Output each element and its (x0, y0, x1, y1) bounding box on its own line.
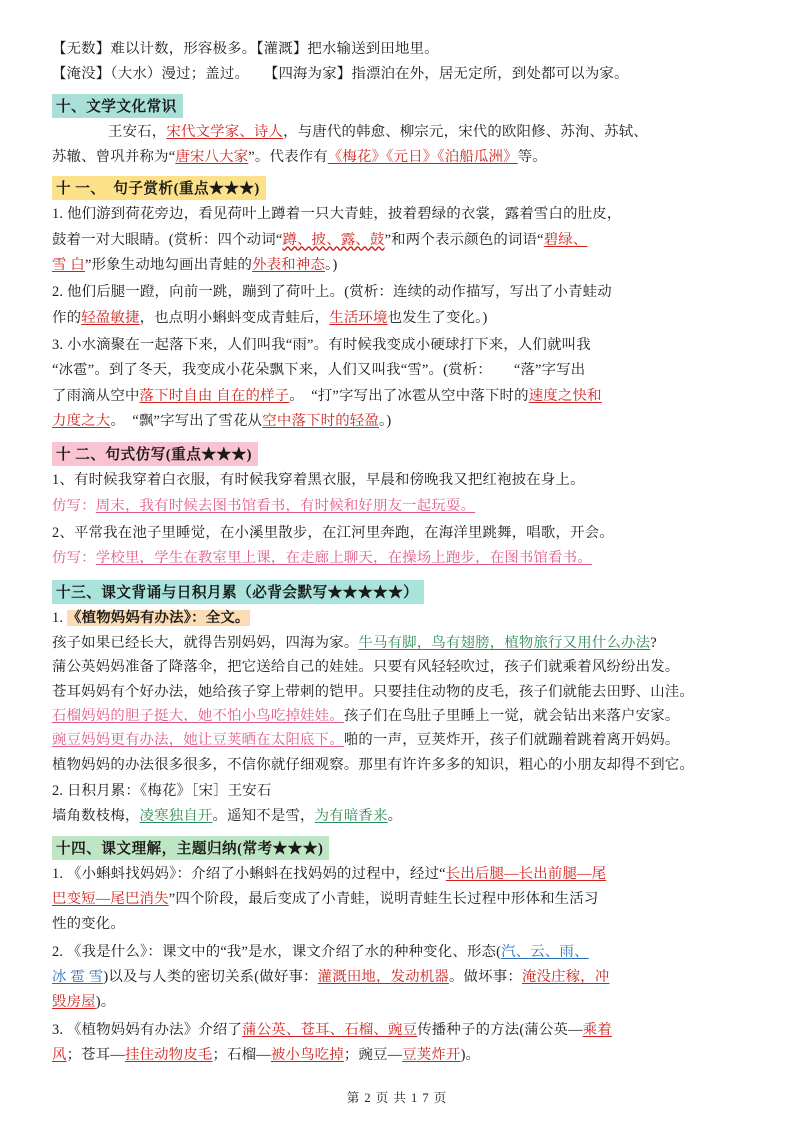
highlight-text: 唐宋八大家 (175, 148, 249, 165)
item-number: 1. (52, 865, 64, 882)
section-11-item-3 (52, 334, 742, 433)
item-number: 2. (52, 943, 64, 960)
highlight-text: 灌溉田地，发动机器 (317, 968, 449, 985)
highlight-text: 生活环境 (329, 309, 388, 326)
highlight-text: 乘着 (582, 1021, 612, 1038)
item-line (52, 941, 742, 964)
highlight-text: 《梅花》《元日》《泊船瓜洲》 (327, 148, 518, 165)
item-line (52, 991, 742, 1014)
item-number: 2、 (52, 524, 74, 541)
text: 等。 (517, 148, 547, 165)
section-10-heading: 十、文学文化常识 (52, 94, 183, 118)
text: 他们后腿一蹬，向前一跳，蹦到了荷叶上。(赏析：连续的动作描写，写出了小青蛙动 (67, 284, 612, 301)
text: ”和两个表示颜色的词语“ (384, 231, 544, 248)
item-line (52, 1044, 742, 1067)
text: ”四个阶段，最后变成了小青蛙，说明青蛙生长过程中形体和生活习 (168, 890, 599, 907)
highlight-text: 豌豆妈妈更有办法，她让豆荚晒在太阳底下。 (52, 732, 344, 749)
highlight-text: 汽、云、雨、 (501, 943, 589, 960)
text: )。 (460, 1046, 481, 1063)
section-11-item-2 (52, 281, 742, 330)
highlight-text: 巴变短—尾巴消失 (52, 890, 169, 907)
section-11-heading (52, 176, 266, 200)
vocab-text-1: 【无数】难以计数，形容极多。【灌溉】把水输送到田地里。 (52, 41, 439, 57)
section-14-item-3 (52, 1019, 742, 1068)
label-fangxie: 仿写： (52, 497, 96, 514)
poem-line (52, 681, 742, 703)
text: 墙角数枝梅， (52, 808, 140, 825)
section-12-heading-text: 十 二、句式仿写(重点★★★) (56, 447, 252, 464)
highlight-text: 空中落下时的轻盈 (262, 412, 379, 429)
highlight-text: 风 (52, 1046, 67, 1063)
section-14-heading-text: 十四、课文理解，主题归纳(常考★★★) (56, 840, 324, 857)
item-line (52, 410, 742, 433)
text: 作的 (52, 309, 82, 326)
item-line (52, 469, 742, 492)
item-number: 2. (52, 782, 64, 799)
section-10-line-2 (52, 146, 742, 169)
text: 《植物妈妈有办法》介绍了 (67, 1021, 243, 1038)
vocab-line-1 (52, 38, 742, 61)
highlight-text: 挂住动物皮毛 (124, 1046, 213, 1063)
highlight-text: 长出后腿—长出前腿—尾 (445, 865, 607, 882)
highlight-text: 落下时自由 自在的样子 (139, 387, 290, 404)
text: 也发生了变化。) (387, 309, 488, 326)
section-12-item-1 (52, 469, 742, 518)
item-line (52, 334, 742, 357)
highlight-text: 碧绿、 (543, 231, 588, 248)
text: 有时候我穿着白衣服，有时候我穿着黑衣服，早晨和傍晚我又把红袍披在身上。 (74, 472, 585, 489)
highlight-text: 凌寒独自开 (139, 808, 213, 825)
poem-line (52, 729, 742, 751)
section-13-heading (52, 580, 424, 604)
highlight-text: 牛马有脚，鸟有翅膀，植物旅行又用什么办法 (358, 634, 651, 651)
text: 《小蝌蚪找妈妈》：介绍了小蝌蚪在找妈妈的过程中，经过“ (67, 865, 446, 882)
highlight-text: 石榴妈妈的胆子挺大，她不怕小鸟吃掉娃娃。 (52, 707, 344, 724)
highlight-text: 被小鸟吃掉 (270, 1046, 344, 1063)
item-line (52, 888, 742, 911)
item-number: 1. (52, 206, 64, 223)
vocab-line-2 (52, 63, 742, 86)
poem-line (52, 705, 742, 727)
text: ，也点明小蝌蚪变成青蛙后， (139, 309, 330, 326)
item-line (52, 966, 742, 989)
section-10-line-1 (52, 121, 742, 144)
highlight-text: 为有暗香来 (314, 808, 388, 825)
section-13-sub1-title (52, 607, 742, 630)
section-13-heading-text: 十三、课文背诵与日积月累（必背会默写★★★★★） (56, 584, 419, 601)
highlight-text: 豆荚炸开 (402, 1046, 461, 1063)
item-line (52, 1019, 742, 1042)
text: 啪的一声，豆荚炸开，孩子们就蹦着跳着离开妈妈。 (343, 732, 680, 749)
item-line (52, 307, 742, 330)
section-14-item-2 (52, 941, 742, 1015)
text: 苏辙、曾巩并称为“ (52, 148, 176, 165)
poem-line (52, 632, 742, 654)
text: ? (650, 634, 657, 651)
section-11 (52, 171, 742, 433)
text: ”形象生动地勾画出青蛙的 (84, 256, 253, 273)
section-12 (52, 437, 742, 570)
text: 《我是什么》：课文中的“我”是水，课文介绍了水的种种变化、形态( (67, 943, 502, 960)
section-11-item-1 (52, 203, 742, 277)
text: 孩子如果已经长大，就得告别妈妈，四海为家。 (52, 634, 359, 651)
item-number: 1、 (52, 472, 74, 489)
label-fangxie: 仿写： (52, 550, 96, 567)
answer-text: 学校里，学生在教室里上课，在走廊上聊天，在操场上跑步，在图书馆看书。 (95, 550, 592, 567)
sub-title-text: 日积月累：《梅花》［宋］王安石 (67, 782, 272, 799)
highlight-text: 外表和神态 (252, 256, 326, 273)
text: 。 “飘”字写出了雪花从 (110, 412, 263, 429)
text: 苍耳妈妈有个好办法，她给孩子穿上带刺的铠甲。只要挂住动物的皮毛，孩子们就能去田野、山洼。 (52, 683, 694, 700)
section-12-item-2 (52, 522, 742, 571)
item-line (52, 203, 742, 226)
meihua-poem-line (52, 805, 742, 828)
text: “冰雹”。到了冬天，我变成小花朵飘下来，人们又叫我“雪”。(赏析： “落”字写出 (52, 362, 586, 379)
section-14 (52, 831, 742, 1068)
section-12-heading (52, 442, 258, 466)
section-14-heading (52, 836, 329, 860)
text: 。 (387, 808, 403, 825)
text: 传播种子的方法(蒲公英— (417, 1021, 583, 1038)
item-line (52, 229, 742, 252)
text: 。) (325, 256, 338, 273)
item-line (52, 281, 742, 304)
item-number: 3. (52, 336, 64, 353)
text: ，与唐代的韩愈、柳宗元，宋代的欧阳修、苏洵、苏轼、 (283, 123, 648, 140)
text: 植物妈妈的办法很多很多，不信你就仔细观察。那里有许许多多的知识，粗心的小朋友却得不到它。 (52, 756, 694, 773)
item-number: 3. (52, 1021, 64, 1038)
text: )以及与人类的密切关系(做好事： (103, 968, 318, 985)
item-number: 2. (52, 284, 64, 301)
text: 。 “打”字写出了冰雹从空中落下时的 (289, 387, 529, 404)
text: ；豌豆— (343, 1046, 403, 1063)
text: 性的变化。 (52, 916, 125, 933)
highlight-text: 力度之大 (52, 412, 111, 429)
vocab-text-2: 【淹没】（大水）漫过；盖过。 【四海为家】指漂泊在外，居无定所，到处都可以为家。 (52, 66, 629, 83)
highlight-text: 毁房屋 (52, 994, 96, 1011)
section-14-item-1 (52, 863, 742, 937)
item-line (52, 913, 742, 936)
highlight-text: 雪 白 (52, 256, 85, 273)
item-line (52, 254, 742, 277)
text: 他们游到荷花旁边，看见荷叶上蹲着一只大青蛙，披着碧绿的衣裳，露着雪白的肚皮， (67, 206, 622, 223)
highlight-text: 蒲公英、苍耳、石榴、豌豆 (242, 1021, 418, 1038)
text: 。遥知不是雪， (212, 808, 315, 825)
text: 鼓着一对大眼睛。(赏析：四个动词“ (52, 231, 283, 248)
text: 平常我在池子里睡觉，在小溪里散步，在江河里奔跑，在海洋里跳舞，唱歌，开会。 (74, 524, 614, 541)
text: )。 (95, 994, 116, 1011)
text: 王安石， (108, 123, 167, 140)
item-line (52, 359, 742, 382)
highlight-text: 冰 雹 雪 (52, 968, 104, 985)
text: 孩子们在鸟肚子里睡上一觉，就会钻出来落户安家。 (343, 707, 680, 724)
highlight-text: 速度之快和 (528, 387, 602, 404)
text: ；石榴— (212, 1046, 271, 1063)
answer-text: 周末，我有时候去图书馆看书，有时候和好朋友一起玩耍。 (95, 497, 476, 514)
section-11-heading-text: 十 一、 句子赏析(重点★★★) (56, 181, 260, 198)
section-10 (52, 89, 742, 170)
sub-title-text: 《植物妈妈有办法》：全文。 (67, 609, 250, 626)
wave-text: 蹲、披、露、鼓 (282, 231, 385, 248)
item-answer-line (52, 547, 742, 570)
text: 蒲公英妈妈准备了降落伞，把它送给自己的娃娃。只要有风轻轻吹过，孩子们就乘着风纷纷出发。 (52, 659, 680, 676)
item-number: 1. (52, 609, 64, 626)
text: ；苍耳— (66, 1046, 125, 1063)
item-line (52, 522, 742, 545)
text: 。做坏事： (448, 968, 522, 985)
text: 了雨滴从空中 (52, 387, 140, 404)
text: 小水滴聚在一起落下来，人们叫我“雨”。有时候我变成小硬球打下来，人们就叫我 (67, 336, 591, 353)
highlight-text: 宋代文学家、诗人 (166, 123, 284, 140)
item-line (52, 385, 742, 408)
text: ”。代表作有 (248, 148, 328, 165)
highlight-text: 淹没庄稼，冲 (521, 968, 610, 985)
section-13-sub2-title (52, 780, 742, 803)
item-line (52, 863, 742, 886)
section-13 (52, 575, 742, 829)
poem-line (52, 656, 742, 678)
poem-line (52, 754, 742, 776)
page-footer: 第 2 页 共 1 7 页 (346, 1091, 448, 1105)
text: 。) (379, 412, 392, 429)
highlight-text: 轻盈敏捷 (81, 309, 140, 326)
item-answer-line (52, 495, 742, 518)
